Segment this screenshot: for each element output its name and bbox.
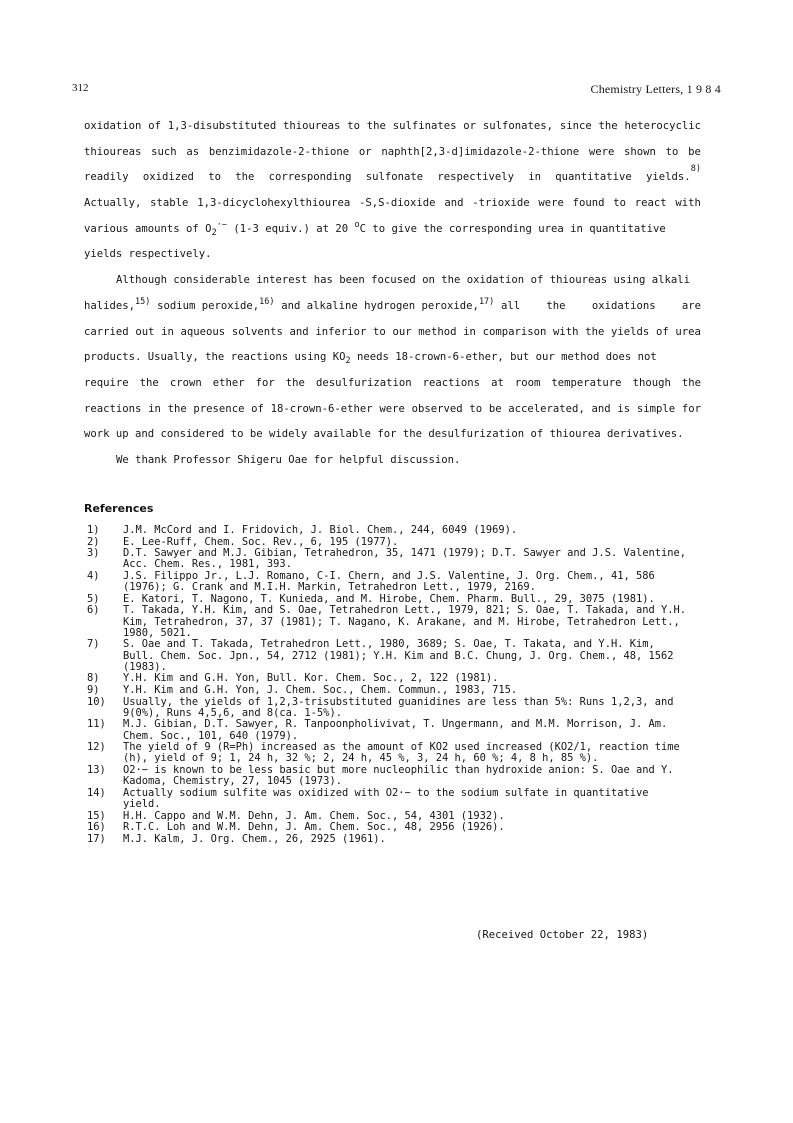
word: shown [624,145,656,158]
word: 1,3-dicyclohexylthiourea [197,197,351,210]
text-line [84,219,701,245]
word: with [675,197,701,210]
reference-text: J.S. Filippo Jr., L.J. Romano, C-I. Chern, and J.S. Valentine, J. Org. Chem., 41, 586 (1976); G. Crank and M.I.H. Markin, Tetrahedron Lett., 1979, 2169. [123,569,655,594]
word: comparison [482,325,547,338]
word: of [148,120,161,132]
reference-number: 13) [87,763,106,776]
reference-text: Usually, the yields of 1,2,3-trisubstituted guanidines are less than 5%: Runs 1,2,3, and 9(0%), Runs 4,5,6, and 8(ca. 1-5%). [123,695,674,719]
text-span [157,298,274,322]
reference-item [84,537,704,548]
acknowledgement: We thank Professor Shigeru Oae for helpful discussion. [116,453,461,466]
reference-text: Y.H. Kim and G.H. Yon, J. Chem. Soc., Chem. Commun., 1983, 715. [123,683,518,696]
reference-number: 6) [87,604,100,617]
text-line [84,164,701,193]
word: and [591,402,611,415]
word: yields. [646,171,691,184]
word: urea [675,325,701,338]
word: were [379,402,405,415]
text-line [84,399,701,425]
word: ether [212,376,245,389]
text-span: various amounts of O [84,222,212,235]
superscript: ·− [216,219,227,230]
text-line: yields respectively. [84,248,212,261]
word: though [632,376,671,389]
reference-text: The yield of 9 (R=Ph) increased as the amount of KO2 used increased (KO2/1, reaction time (h), yield of 9; 1, 24 h, 32 %; 2, 24 h, 45 %, 3, 24 h, 60 %; 4, 8 h, 85 %). [123,741,680,765]
word: -S,S-dioxide [359,197,436,210]
text-line-words [84,169,691,193]
journal-name: Chemistry Letters, 1 9 8 4 [590,82,721,96]
word: at [491,376,504,389]
word: for [681,402,701,415]
word: are [681,299,701,312]
word: temperature [551,376,622,389]
text-line: Although considerable interest has been focused on the oxidation of thioureas using alkali [116,274,691,287]
word: to [347,120,360,132]
reference-text: Actually sodium sulfite was oxidized with O2·− to the sodium sulfate in quantitative yield. [123,786,649,810]
subscript: 2 [211,227,217,238]
word: of [655,325,669,338]
word: or [463,120,477,132]
reference-text: E. Lee-Ruff, Chem. Soc. Rev., 6, 195 (1977). [123,535,399,548]
text-span: products. Usually, the reactions using KO [84,351,346,364]
word: aqueous [180,325,226,338]
received-date: (Received October 22, 1983) [476,929,649,941]
reference-text: J.M. McCord and I. Fridovich, J. Biol. Chem., 244, 6049 (1969). [123,524,518,536]
word: the [235,171,255,184]
word: inferior [315,325,367,338]
word: sulfonates, [482,120,554,132]
word: with [553,325,579,338]
references-list [84,525,704,845]
reference-item [84,788,704,810]
text-line [84,373,701,399]
word: carried [84,325,129,338]
word: desulfurization [315,376,412,389]
citation-superscript: 8) [690,164,701,175]
word: room [514,376,541,389]
text-span: sodium peroxide, [157,299,260,312]
reference-text: E. Katori, T. Nagono, T. Kunieda, and M. Hirobe, Chem. Pharm. Bull., 29, 3075 (1981). [123,592,655,605]
word: is [617,402,631,415]
word: oxidation [84,120,142,132]
word: be [688,145,701,158]
word: thioureas [84,145,142,158]
word: the [366,120,386,132]
word: react [634,197,667,210]
word: readily [84,171,129,184]
word: in [161,325,174,338]
reference-item [84,673,704,684]
word: -trioxide [472,197,530,210]
citation-superscript: 15) [135,296,151,307]
word: out [135,325,155,338]
text-span: C to give the corresponding urea in quantitative [359,222,666,235]
page-header [72,82,721,98]
word: to [469,402,483,415]
body-text [84,116,701,476]
reference-item [84,525,704,536]
word: naphth[2,3-d]imidazole-2-thione [381,145,580,158]
text-span: halides, [84,299,136,312]
word: found [572,197,605,210]
word: in [528,171,541,184]
reference-item [84,639,704,673]
text-line [84,193,701,219]
reference-item [84,697,704,719]
reference-number: 5) [87,592,100,605]
text-span [281,298,494,322]
reference-number: 15) [87,809,106,822]
word: since [559,120,592,132]
citation-superscript: 16) [259,296,275,307]
word: all [501,299,521,312]
word: for [255,376,275,389]
word: in [463,325,476,338]
word: sulfonate [365,171,424,184]
word: 1,3-disubstituted [167,120,277,132]
text-span [84,298,150,322]
word: 18-crown-6-ether [270,402,373,415]
word: reactions [422,376,481,389]
references-heading: References [84,502,154,515]
word: yields [611,325,650,338]
text-line [84,116,701,142]
reference-item [84,765,704,787]
reference-number: 16) [87,821,106,834]
reference-text: M.J. Kalm, J. Org. Chem., 26, 2925 (1961). [123,832,386,845]
word: crown [169,376,202,389]
reference-item [84,719,704,741]
degree-superscript: o [354,219,360,230]
reference-text: H.H. Cappo and W.M. Dehn, J. Am. Chem. Soc., 54, 4301 (1932). [123,809,505,822]
text-line: work up and considered to be widely available for the desulfurization of thiourea derivatives. [84,428,684,441]
word: reactions [84,402,142,415]
word: Actually, [84,197,142,210]
reference-number: 17) [87,832,106,845]
text-span: needs 18-crown-6-ether, but our method does not [357,351,657,364]
reference-number: 11) [87,718,106,731]
reference-text: T. Takada, Y.H. Kim, and S. Oae, Tetrahedron Lett., 1979, 821; S. Oae, T. Takada, and Y.H. Kim, Tetrahedron, 37, 37 (1981); T. Nagano, K. Arakane, and M. Hirobe, Tetrahedron Lett., 1980, 5021. [123,604,687,639]
reference-text: D.T. Sawyer and M.J. Gibian, Tetrahedron, 35, 1471 (1979); D.T. Sawyer and J.S. Valentine, Acc. Chem. Res., 1981, 393. [123,547,687,571]
word: solvents [231,325,283,338]
word: and [289,325,309,338]
word: as [186,145,200,158]
reference-item [84,571,704,593]
reference-item [84,811,704,822]
reference-number: 8) [87,672,100,685]
reference-number: 12) [87,741,106,754]
text-line [84,322,701,348]
word: the [546,299,566,312]
word: our [392,325,412,338]
reference-number: 1) [87,524,100,536]
word: were [538,197,564,210]
word: in [148,402,161,415]
text-line [84,347,701,373]
reference-item [84,742,704,764]
text-line [84,142,701,168]
word: and [444,197,464,210]
text-span: and alkaline hydrogen peroxide, [281,299,479,312]
word: benzimidazole-2-thione [208,145,350,158]
word: the [139,376,159,389]
word: oxidations [591,299,656,312]
word: thioureas [283,120,341,132]
reference-text: O2·− is known to be less basic but more nucleophilic than hydroxide anion: S. Oae and Y. Kadoma, Chemistry, 27, 1045 (1973). [123,763,674,788]
reference-item [84,685,704,696]
word: to [208,171,221,184]
word: heterocyclic [624,120,701,132]
text-line-words [501,298,701,322]
reference-text: Y.H. Kim and G.H. Yon, Bull. Kor. Chem. Soc., 2, 122 (1981). [123,672,499,685]
word: were [588,145,615,158]
word: oxidized [142,171,194,184]
word: to [665,145,679,158]
reference-number: 10) [87,695,106,708]
word: to [373,325,386,338]
word: respectively [437,171,514,184]
word: of [251,402,264,415]
word: the [598,120,618,132]
reference-number: 7) [87,638,100,651]
text-line [84,296,701,322]
reference-item [84,834,704,845]
word: accelerated, [508,402,585,415]
reference-number: 4) [87,569,100,582]
citation-superscript: 17) [478,296,495,307]
word: stable [150,197,189,210]
reference-number: 9) [87,683,100,696]
word: the [681,376,701,389]
word: presence [193,402,245,415]
reference-text: S. Oae and T. Takada, Tetrahedron Lett., 1980, 3689; S. Oae, T. Takata, and Y.H. Kim, Bull. Chem. Soc. Jpn., 54, 2712 (1981); Y.H. Kim and B.C. Chung, J. Org. Chem., 48, 1562 (1983). [123,638,674,673]
reference-number: 14) [87,786,106,799]
reference-item [84,605,704,639]
word: quantitative [555,171,632,184]
word: such [151,145,177,158]
reference-text: M.J. Gibian, D.T. Sawyer, R. Tanpoonpholivivat, T. Ungermann, and M.M. Morrison, J. Am. Chem. Soc., 101, 640 (1979). [123,718,668,742]
reference-item [84,822,704,833]
word: corresponding [268,171,352,184]
word: be [488,402,502,415]
page-number: 312 [72,82,89,94]
reference-item [84,548,704,570]
word: the [167,402,187,415]
reference-number: 3) [87,547,100,560]
reference-text: R.T.C. Loh and W.M. Dehn, J. Am. Chem. Soc., 48, 2956 (1926). [123,821,505,834]
text-span: (1-3 equiv.) at 20 [233,222,355,235]
word: require [84,376,129,389]
reference-number: 2) [87,535,100,548]
reference-item [84,594,704,605]
word: the [585,325,605,338]
word: to [613,197,627,210]
word: or [358,145,372,158]
word: the [285,376,305,389]
subscript: 2 [345,356,351,367]
word: method [418,325,457,338]
word: sulfinates [392,120,457,132]
word: simple [636,402,676,415]
word: observed [411,402,463,415]
